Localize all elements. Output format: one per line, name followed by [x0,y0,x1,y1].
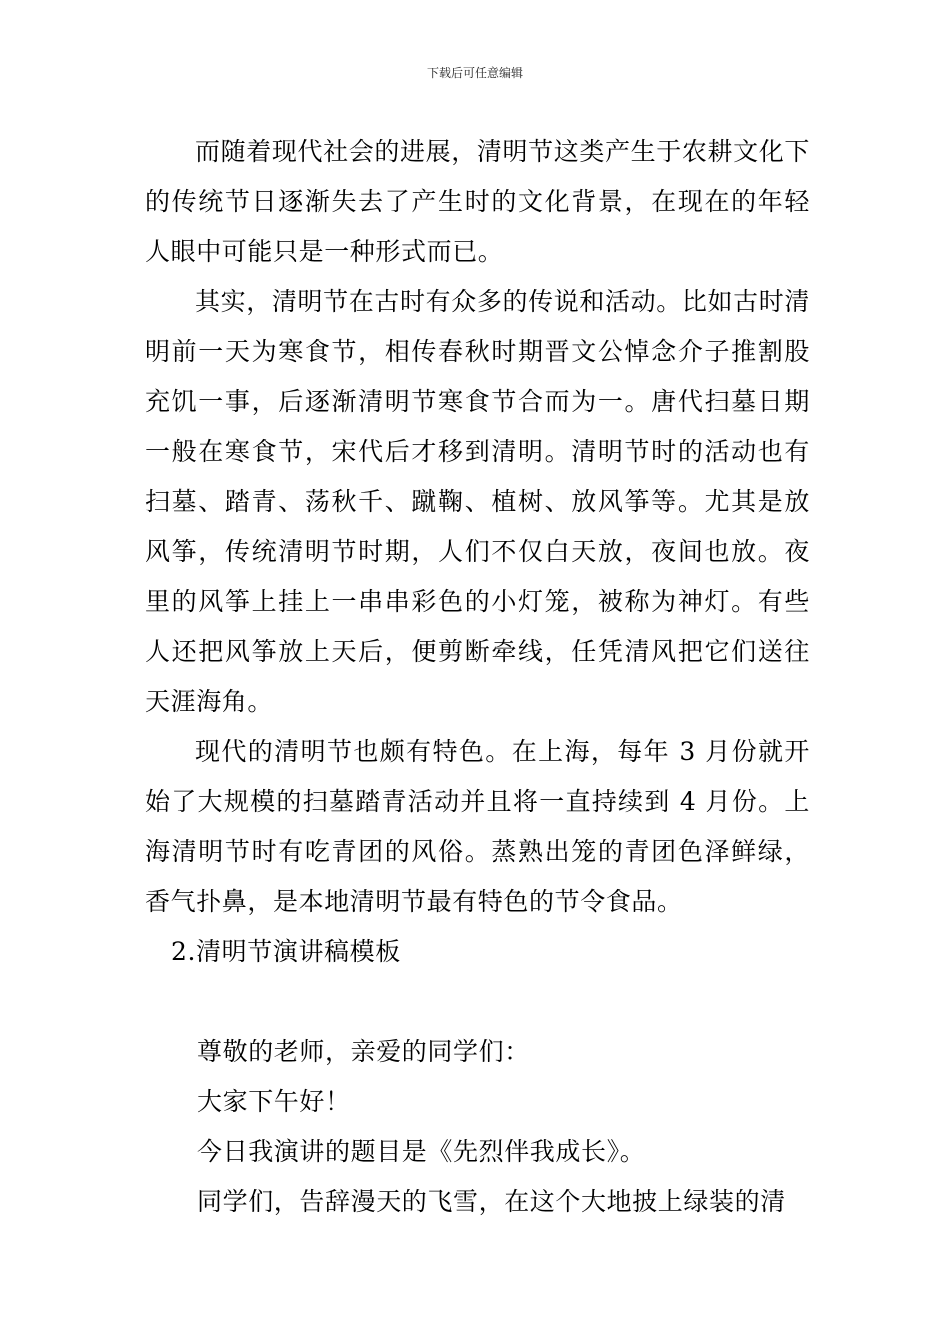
blank-line [145,977,810,1027]
document-body [145,127,810,1227]
speech-line: 大家下午好！ [197,1087,351,1116]
speech-line: 今日我演讲的题目是《先烈伴我成长》。 [197,1137,646,1166]
body-paragraph: 现代的清明节也颇有特色。在上海，每年 3 月份就开始了大规模的扫墓踏青活动并且将一直持续到 4 月份。上海清明节时有吃青团的风俗。蒸熟出笼的青团色泽鲜绿，香气扑鼻，是本地清明节最有特色的节令食品。 [145,737,810,916]
body-paragraph: 其实，清明节在古时有众多的传说和活动。比如古时清明前一天为寒食节，相传春秋时期晋文公悼念介子推割股充饥一事，后逐渐清明节寒食节合而为一。唐代扫墓日期一般在寒食节，宋代后才移到清明。清明节时的活动也有扫墓、踏青、荡秋千、蹴鞠、植树、放风筝等。尤其是放风筝，传统清明节时期，人们不仅白天放，夜间也放。夜里的风筝上挂上一串串彩色的小灯笼，被称为神灯。有些人还把风筝放上天后，便剪断牵线，任凭清风把它们送往天涯海角。 [145,287,810,716]
page-header-note: 下载后可任意编辑 [426,66,523,80]
body-paragraph: 而随着现代社会的进展，清明节这类产生于农耕文化下的传统节日逐渐失去了产生时的文化背景，在现在的年轻人眼中可能只是一种形式而已。 [145,137,810,266]
speech-line: 尊敬的老师，亲爱的同学们： [197,1037,530,1066]
section-heading: 2.清明节演讲稿模板 [171,937,401,966]
speech-line: 同学们，告辞漫天的飞雪，在这个大地披上绿装的清 [197,1187,786,1216]
